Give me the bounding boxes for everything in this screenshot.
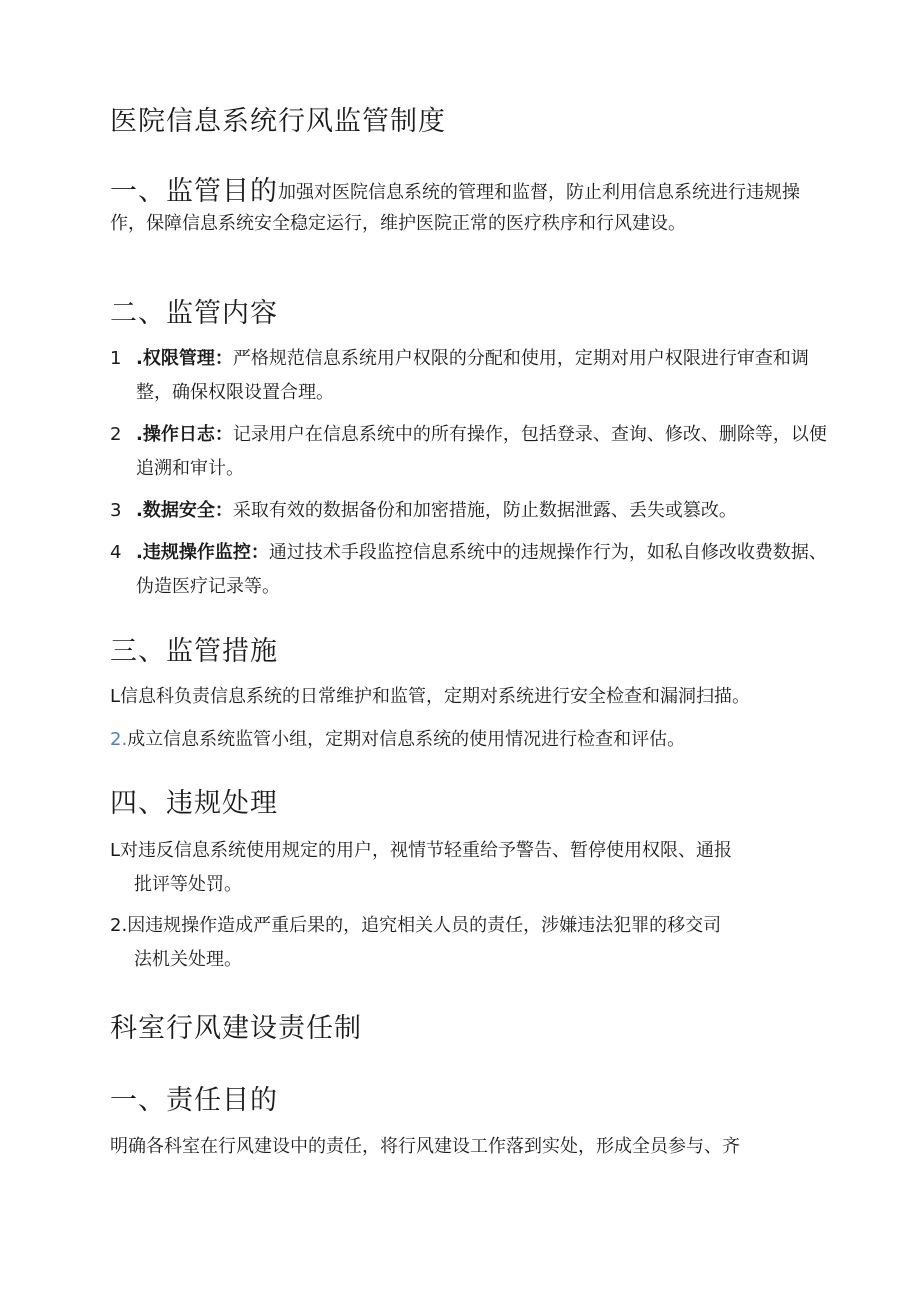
list-item-number: L [110, 686, 121, 707]
list-item-text-continued: 法机关处理。 [134, 949, 242, 970]
list-item [110, 494, 836, 528]
list-item-label: .操作日志： [136, 424, 233, 445]
list-item [110, 834, 810, 902]
list-item [110, 342, 836, 410]
section-heading-violations: 四、违规处理 [110, 788, 278, 819]
list-item [110, 536, 836, 604]
section-responsibility-text: 明确各科室在行风建设中的责任，将行风建设工作落到实处，形成全员参与、齐 [110, 1136, 740, 1157]
section-heading-purpose: 一、监管目的 [110, 176, 278, 207]
document-title: 医院信息系统行风监管制度 [110, 106, 446, 137]
list-item-number: 4 [110, 542, 122, 563]
section-purpose [110, 176, 810, 239]
list-item-label: .权限管理： [136, 348, 233, 369]
list-item-text-continued: 批评等处罚。 [134, 874, 242, 895]
list-item-number: L [110, 840, 121, 861]
document-title-2: 科室行风建设责任制 [110, 1013, 362, 1044]
list-item-text: 通过技术手段监控信息系统中的违规操作行为，如私自修改收费数据、伪造医疗记录等。 [136, 542, 827, 597]
list-item-text: 成立信息系统监管小组，定期对信息系统的使用情况进行检查和评估。 [127, 729, 686, 750]
list-item-number: 2. [110, 729, 128, 750]
list-item [110, 723, 822, 757]
list-item [110, 680, 822, 714]
list-item-label: .违规操作监控： [136, 542, 269, 563]
list-item-text: 采取有效的数据备份和加密措施，防止数据泄露、丢失或篡改。 [232, 500, 737, 521]
list-item-text: 严格规范信息系统用户权限的分配和使用，定期对用户权限进行审查和调整，确保权限设置合理。 [136, 348, 809, 403]
list-item-number: 3 [110, 500, 122, 521]
list-item-text: 记录用户在信息系统中的所有操作，包括登录、查询、修改、删除等，以便追溯和审计。 [136, 424, 827, 479]
list-item-number: 2. [110, 915, 128, 936]
section-heading-measures: 三、监管措施 [110, 636, 278, 667]
list-item-number: 1 [110, 348, 122, 369]
section-heading-responsibility: 一、责任目的 [110, 1085, 278, 1116]
list-item-text: 对违反信息系统使用规定的用户，视情节轻重给予警告、暂停使用权限、通报 [120, 840, 733, 861]
list-item [110, 418, 836, 486]
list-item-label: .数据安全： [136, 500, 233, 521]
list-item-number: 2 [110, 424, 122, 445]
section-heading-content: 二、监管内容 [110, 298, 278, 329]
section-purpose-text: 加强对医院信息系统的管理和监督，防止利用信息系统进行违规操作，保障信息系统安全稳定运行，维护医院正常的医疗秩序和行风建设。 [110, 182, 800, 234]
list-item-text: 因违规操作造成严重后果的，追究相关人员的责任，涉嫌违法犯罪的移交司 [127, 915, 722, 936]
list-item [110, 909, 810, 977]
list-item-text: 信息科负责信息系统的日常维护和监管，定期对系统进行安全检查和漏洞扫描。 [120, 686, 751, 707]
